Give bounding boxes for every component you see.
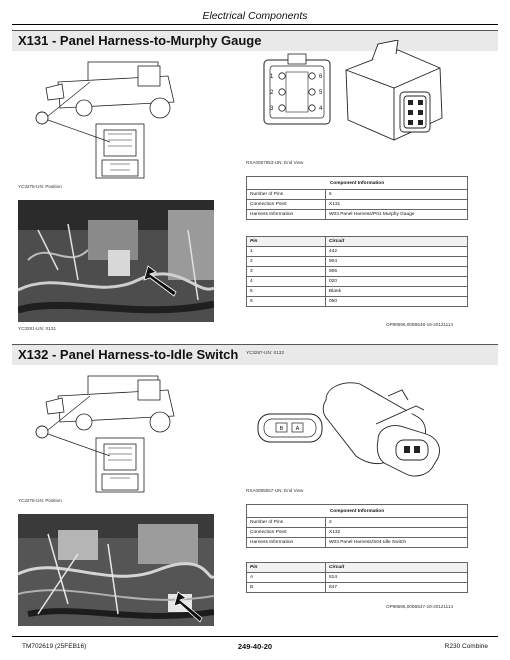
pin-row: 6 050 (247, 297, 468, 307)
footer-page-number: 249-40-20 (237, 642, 273, 651)
reference-code-2: OP98596,000B547-19-20121114 (386, 604, 454, 609)
section-title-x131: X131 - Panel Harness-to-Murphy Gauge (18, 33, 262, 48)
info-row: Harness Information W03 Panel Harness/P01 Murphy Gauge (247, 210, 468, 220)
info-row: Connection Point X132 (247, 528, 468, 538)
photo-x131-drawing (18, 200, 214, 322)
footer-model: R230 Combine (444, 643, 488, 650)
pin-label-4: 4 (319, 106, 323, 112)
connector-3d-x132 (316, 376, 446, 486)
combine-position-illustration-2 (18, 368, 218, 496)
pin-row: A 814 (247, 573, 468, 583)
photo-x132-drawing (18, 514, 214, 626)
connector-3d-x131 (338, 40, 448, 150)
caption-position-1: YC3278-UN: Position (18, 184, 62, 189)
reference-code-1: OP98596,000B548-19-20121114 (386, 322, 454, 327)
connector-endview-x131 (258, 48, 338, 132)
connector-photo-x131 (18, 200, 214, 322)
footer-manual-id: TM702619 (25FEB16) (22, 643, 87, 650)
pin-label-1: 1 (270, 74, 274, 80)
component-info-table-x131 (246, 176, 468, 220)
info-row: Number of Pins 2 (247, 518, 468, 528)
pin-circuit-table-x131 (246, 236, 468, 307)
info-row: Number of Pins 6 (247, 190, 468, 200)
component-info-heading: Component Information (247, 177, 468, 190)
pin-row: 3 905 (247, 267, 468, 277)
pin-circuit-table-x132 (246, 562, 468, 593)
section-title-x132: X132 - Panel Harness-to-Idle Switch (18, 347, 239, 362)
pin-row: 1 442 (247, 247, 468, 257)
info-row: Harness Information W03 Panel Harness/S04 Idle Switch (247, 538, 468, 548)
connector-photo-x132 (18, 514, 214, 626)
pin-label-3: 3 (270, 106, 274, 112)
pin-label-6: 6 (319, 74, 323, 80)
caption-endview-2: RXA0085557-UN: End View (246, 488, 304, 493)
footer-rule (12, 636, 498, 637)
pin-table-header-2: Pin Circuit (247, 563, 468, 573)
caption-top-2: YC3287-UN: X132 (246, 350, 285, 355)
component-info-heading-2: Component Information (247, 505, 468, 518)
header-rule (12, 24, 498, 25)
pin-label-2: 2 (270, 90, 274, 96)
pin-row: 5 Blank (247, 287, 468, 297)
component-info-table-x132 (246, 504, 468, 548)
page-header-title: Electrical Components (202, 10, 308, 22)
caption-photo-1: YC3281-UN: X131 (18, 326, 57, 331)
pin-label-b: B (279, 426, 284, 432)
pin-row: 4 020 (247, 277, 468, 287)
caption-endview-1: RXA0087953-UN: End View (246, 160, 304, 165)
pin-row: 2 904 (247, 257, 468, 267)
pin-table-header: Pin Circuit (247, 237, 468, 247)
combine-position-illustration (18, 54, 218, 182)
pin-label-5: 5 (319, 90, 323, 96)
pin-label-a: A (295, 426, 300, 432)
info-row: Connection Point X131 (247, 200, 468, 210)
caption-position-2: YC3278-UN: Position (18, 498, 62, 503)
pin-row: B 847 (247, 583, 468, 593)
